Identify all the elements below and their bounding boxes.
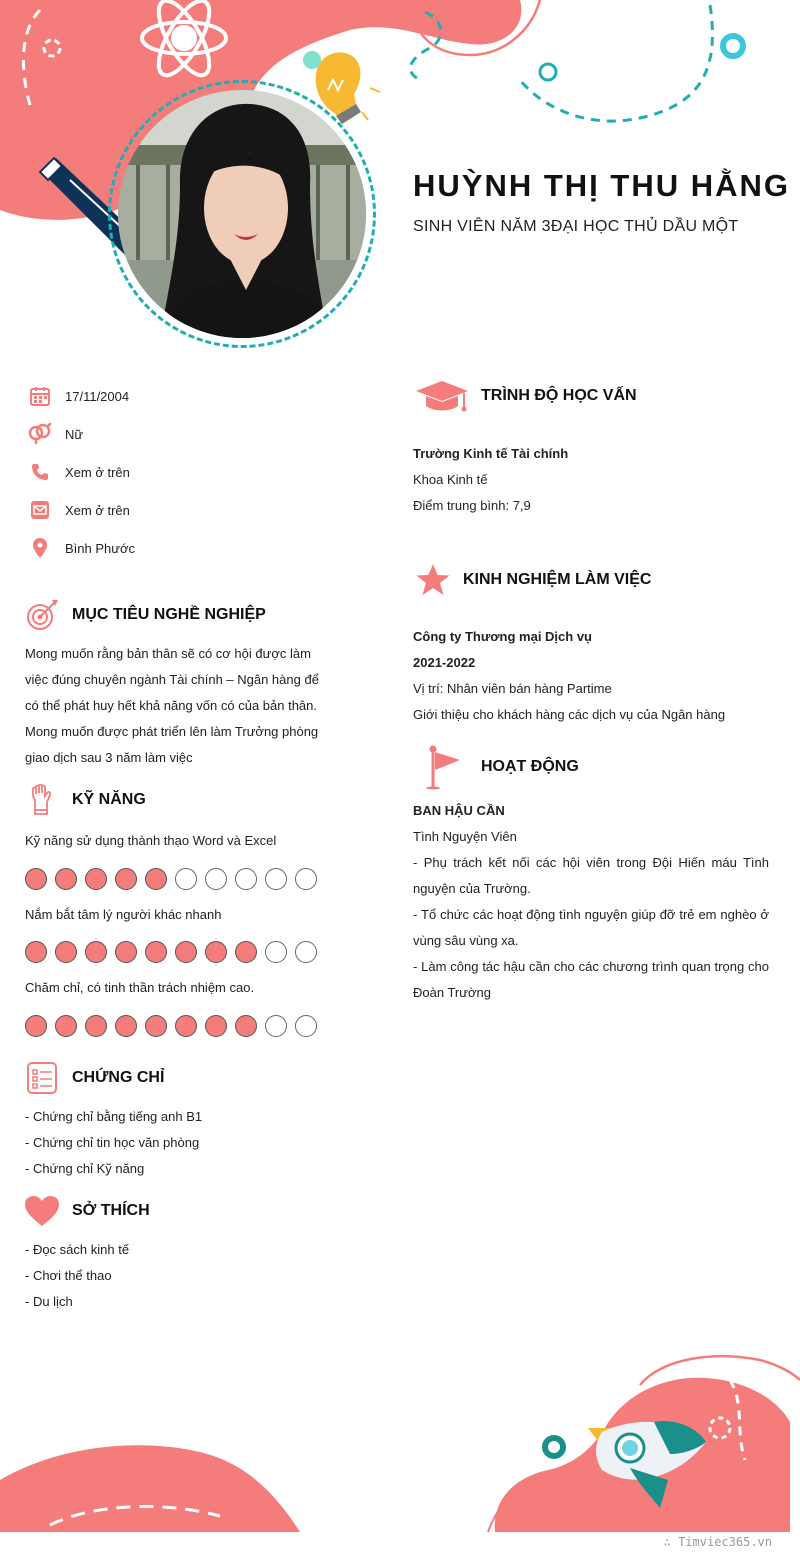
- rating-dot-filled: [235, 1015, 257, 1037]
- activities-line: nguyện của Trường.: [413, 881, 531, 896]
- experience-position: Vị trí: Nhân viên bán hàng Partime: [413, 681, 612, 696]
- rating-dot-filled: [145, 1015, 167, 1037]
- calendar-icon: [28, 384, 52, 408]
- objective-text: [25, 641, 325, 771]
- section-certificates-header: [22, 1060, 164, 1096]
- rating-dot-filled: [55, 941, 77, 963]
- activities-role: Tình Nguyện Viên: [413, 829, 517, 844]
- rating-dot-filled: [55, 868, 77, 890]
- rating-dot-filled: [145, 868, 167, 890]
- skill-rating: [25, 941, 317, 963]
- experience-details: [413, 624, 773, 728]
- skill-rating: [25, 1015, 317, 1037]
- rating-dot-empty: [295, 1015, 317, 1037]
- rating-dot-empty: [295, 941, 317, 963]
- list-item: - Chứng chỉ Kỹ năng: [25, 1161, 145, 1176]
- phone-icon: [28, 460, 52, 484]
- phone-text: Xem ở trên: [65, 464, 130, 480]
- rating-dot-empty: [295, 868, 317, 890]
- objective-line: giao dịch sau 3 năm làm việc: [25, 750, 193, 765]
- info-birthdate: [28, 384, 129, 408]
- section-skills-header: [22, 782, 146, 818]
- list-item: - Đọc sách kinh tế: [25, 1242, 130, 1257]
- section-education-title: TRÌNH ĐỘ HỌC VẤN: [481, 387, 637, 404]
- graduation-cap-icon: [413, 378, 471, 414]
- info-email: [28, 498, 130, 522]
- section-hobbies-header: [22, 1193, 150, 1229]
- hand-icon: [22, 782, 62, 818]
- section-objective-header: [22, 597, 266, 633]
- section-education-header: [413, 378, 637, 414]
- skill-name: Nắm bắt tâm lý người khác nhanh: [25, 907, 222, 922]
- rating-dot-filled: [175, 941, 197, 963]
- rating-dot-filled: [85, 868, 107, 890]
- rating-dot-filled: [115, 868, 137, 890]
- rating-dot-empty: [265, 1015, 287, 1037]
- activities-line: - Tổ chức các hoạt động tình nguyện giúp đỡ trẻ em nghèo ở: [413, 907, 769, 922]
- section-objective-title: MỤC TIÊU NGHỀ NGHIỆP: [72, 606, 266, 623]
- section-experience-title: KINH NGHIỆM LÀM VIỆC: [463, 571, 652, 588]
- rating-dot-empty: [235, 868, 257, 890]
- section-activities-title: HOẠT ĐỘNG: [481, 758, 579, 775]
- experience-period: 2021-2022: [413, 655, 476, 670]
- education-gpa: Điểm trung bình: 7,9: [413, 498, 531, 513]
- rating-dot-empty: [205, 868, 227, 890]
- list-item: - Du lịch: [25, 1294, 73, 1309]
- email-icon: [28, 498, 52, 522]
- skill-rating: [25, 868, 317, 890]
- rating-dot-filled: [25, 941, 47, 963]
- info-gender: [28, 422, 83, 446]
- heart-icon: [22, 1193, 62, 1229]
- education-school: Trường Kinh tế Tài chính: [413, 446, 569, 461]
- objective-line: việc đúng chuyên ngành Tài chính – Ngân hàng để: [25, 672, 319, 687]
- section-skills-title: KỸ NĂNG: [72, 791, 146, 808]
- gender-text: Nữ: [65, 426, 84, 442]
- skill-name: Chăm chỉ, có tinh thần trách nhiệm cao.: [25, 980, 255, 995]
- list-item: - Chứng chỉ bằng tiếng anh B1: [25, 1109, 203, 1124]
- section-experience-header: [413, 562, 651, 598]
- location-pin-icon: [28, 536, 52, 560]
- rating-dot-empty: [265, 868, 287, 890]
- rating-dot-filled: [55, 1015, 77, 1037]
- rating-dot-filled: [85, 1015, 107, 1037]
- skill-name: Kỹ năng sử dụng thành thạo Word và Excel: [25, 833, 277, 848]
- section-activities-header: [413, 744, 579, 790]
- candidate-subtitle: SINH VIÊN NĂM 3ĐẠI HỌC THỦ DẦU MỘT: [413, 218, 739, 235]
- rating-dot-filled: [175, 1015, 197, 1037]
- info-phone: [28, 460, 130, 484]
- objective-line: có thể phát huy hết khả năng vốn có của bản thân.: [25, 698, 317, 713]
- info-location: [28, 536, 135, 560]
- rating-dot-filled: [205, 1015, 227, 1037]
- target-icon: [22, 597, 62, 633]
- star-icon: [413, 562, 453, 598]
- list-item: - Chơi thể thao: [25, 1268, 112, 1283]
- activities-line: vùng sâu vùng xa.: [413, 933, 519, 948]
- birthdate-text: 17/11/2004: [65, 388, 130, 404]
- rating-dot-filled: [145, 941, 167, 963]
- objective-line: Mong muốn được phát triển lên làm Trưởng phòng: [25, 724, 319, 739]
- section-hobbies-title: SỞ THÍCH: [72, 1202, 150, 1219]
- candidate-name: HUỲNH THỊ THU HẰNG: [413, 168, 790, 203]
- activities-line: - Phụ trách kết nối các hội viên trong Đội Hiến máu Tình: [413, 855, 769, 870]
- flag-icon: [413, 744, 463, 790]
- activities-details: [413, 798, 769, 1006]
- hobbies-list: [25, 1237, 345, 1315]
- objective-line: Mong muốn rằng bản thân sẽ có cơ hội được làm: [25, 646, 311, 661]
- email-text: Xem ở trên: [65, 502, 130, 518]
- list-item: - Chứng chỉ tin học văn phòng: [25, 1135, 200, 1150]
- rating-dot-filled: [25, 868, 47, 890]
- rating-dot-filled: [115, 941, 137, 963]
- activities-line: - Làm công tác hậu cần cho các chương trình quan trọng cho: [413, 959, 769, 974]
- rating-dot-filled: [205, 941, 227, 963]
- rating-dot-filled: [115, 1015, 137, 1037]
- location-text: Bình Phước: [65, 540, 135, 556]
- photo-frame: [108, 80, 376, 348]
- section-certificates-title: CHỨNG CHỈ: [72, 1069, 165, 1086]
- experience-description: Giới thiệu cho khách hàng các dịch vụ của Ngân hàng: [413, 707, 726, 722]
- experience-company: Công ty Thương mại Dịch vụ: [413, 629, 592, 644]
- rating-dot-filled: [25, 1015, 47, 1037]
- certificates-list: [25, 1104, 345, 1182]
- education-faculty: Khoa Kinh tế: [413, 472, 488, 487]
- rating-dot-filled: [235, 941, 257, 963]
- footer-decoration: [0, 1320, 800, 1535]
- rating-dot-filled: [85, 941, 107, 963]
- activities-org: BAN HẬU CẦN: [413, 803, 505, 818]
- rating-dot-empty: [265, 941, 287, 963]
- rating-dot-empty: [175, 868, 197, 890]
- education-details: [413, 441, 773, 519]
- checklist-icon: [22, 1060, 62, 1096]
- gender-icon: [28, 422, 52, 446]
- activities-line: Đoàn Trường: [413, 985, 491, 1000]
- footer-watermark: ∴ Timviec365.vn: [663, 1535, 772, 1549]
